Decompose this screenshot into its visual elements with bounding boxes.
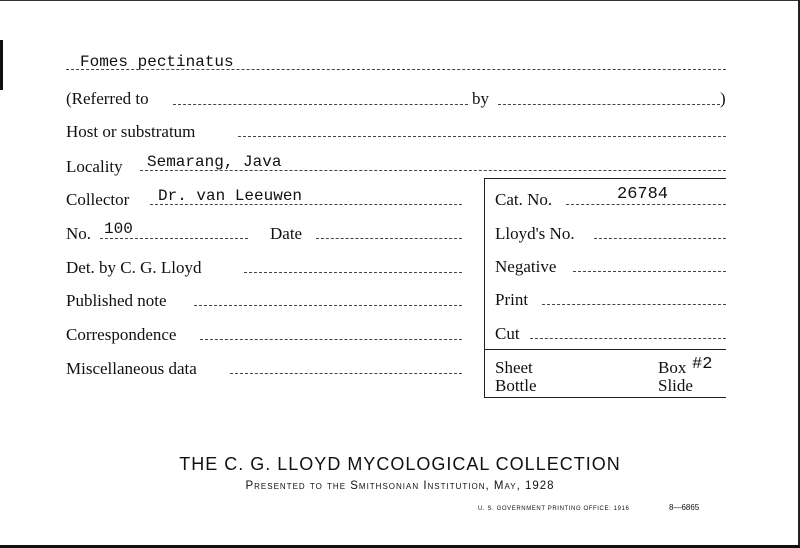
number-label: No. bbox=[66, 224, 92, 243]
negative-label: Negative bbox=[495, 257, 557, 276]
close-paren: ) bbox=[720, 89, 726, 108]
bottle-label: Bottle bbox=[495, 376, 537, 395]
misc-data-label: Miscellaneous data bbox=[66, 359, 197, 378]
number-line bbox=[100, 238, 248, 239]
number-value: 100 bbox=[104, 220, 133, 238]
collector-label: Collector bbox=[66, 190, 130, 209]
collector-value: Dr. van Leeuwen bbox=[158, 187, 303, 205]
by-line bbox=[498, 104, 720, 105]
collector-line bbox=[150, 204, 462, 205]
box-value: #2 bbox=[692, 355, 713, 374]
cat-no-value: 26784 bbox=[617, 185, 669, 204]
right-box-divider bbox=[484, 349, 726, 350]
card-left-mark bbox=[0, 40, 3, 90]
cut-label: Cut bbox=[495, 324, 520, 343]
cat-no-label: Cat. No. bbox=[495, 190, 553, 209]
form-code: 8—6865 bbox=[669, 503, 700, 512]
cut-line bbox=[530, 338, 726, 339]
print-line bbox=[542, 304, 726, 305]
right-box-top-border bbox=[484, 178, 726, 179]
right-box-left-border bbox=[484, 178, 485, 398]
misc-data-line bbox=[230, 373, 462, 374]
lloyds-no-label: Lloyd's No. bbox=[495, 224, 575, 243]
by-label: by bbox=[472, 89, 489, 108]
negative-line bbox=[573, 271, 726, 272]
published-note-label: Published note bbox=[66, 291, 167, 310]
referred-to-line bbox=[173, 104, 468, 105]
date-line bbox=[316, 238, 462, 239]
host-line bbox=[238, 136, 726, 137]
sheet-label: Sheet bbox=[495, 358, 533, 377]
published-note-line bbox=[194, 305, 462, 306]
card-top-edge bbox=[0, 0, 800, 1]
collection-subtitle: Presented to the Smithsonian Institution, May, 1928 bbox=[245, 480, 555, 492]
cat-no-line bbox=[566, 204, 726, 205]
printing-office-note: U. S. GOVERNMENT PRINTING OFFICE: 1916 bbox=[478, 506, 630, 512]
locality-value: Semarang, Java bbox=[147, 153, 282, 171]
slide-label: Slide bbox=[658, 376, 693, 395]
collection-title: THE C. G. LLOYD MYCOLOGICAL COLLECTION bbox=[179, 454, 621, 474]
correspondence-line bbox=[200, 339, 462, 340]
locality-line bbox=[140, 170, 726, 171]
print-label: Print bbox=[495, 290, 529, 309]
box-label: Box bbox=[658, 358, 687, 377]
species-line bbox=[66, 69, 726, 70]
det-by-line bbox=[244, 272, 462, 273]
host-label: Host or substratum bbox=[66, 122, 196, 141]
species-value: Fomes pectinatus bbox=[80, 53, 234, 71]
det-by-label: Det. by C. G. Lloyd bbox=[66, 258, 202, 277]
lloyds-no-line bbox=[594, 238, 726, 239]
date-label: Date bbox=[270, 224, 303, 243]
right-box-bottom-border bbox=[484, 397, 726, 398]
locality-label: Locality bbox=[66, 157, 123, 176]
referred-to-label: (Referred to bbox=[66, 89, 149, 108]
correspondence-label: Correspondence bbox=[66, 325, 177, 344]
